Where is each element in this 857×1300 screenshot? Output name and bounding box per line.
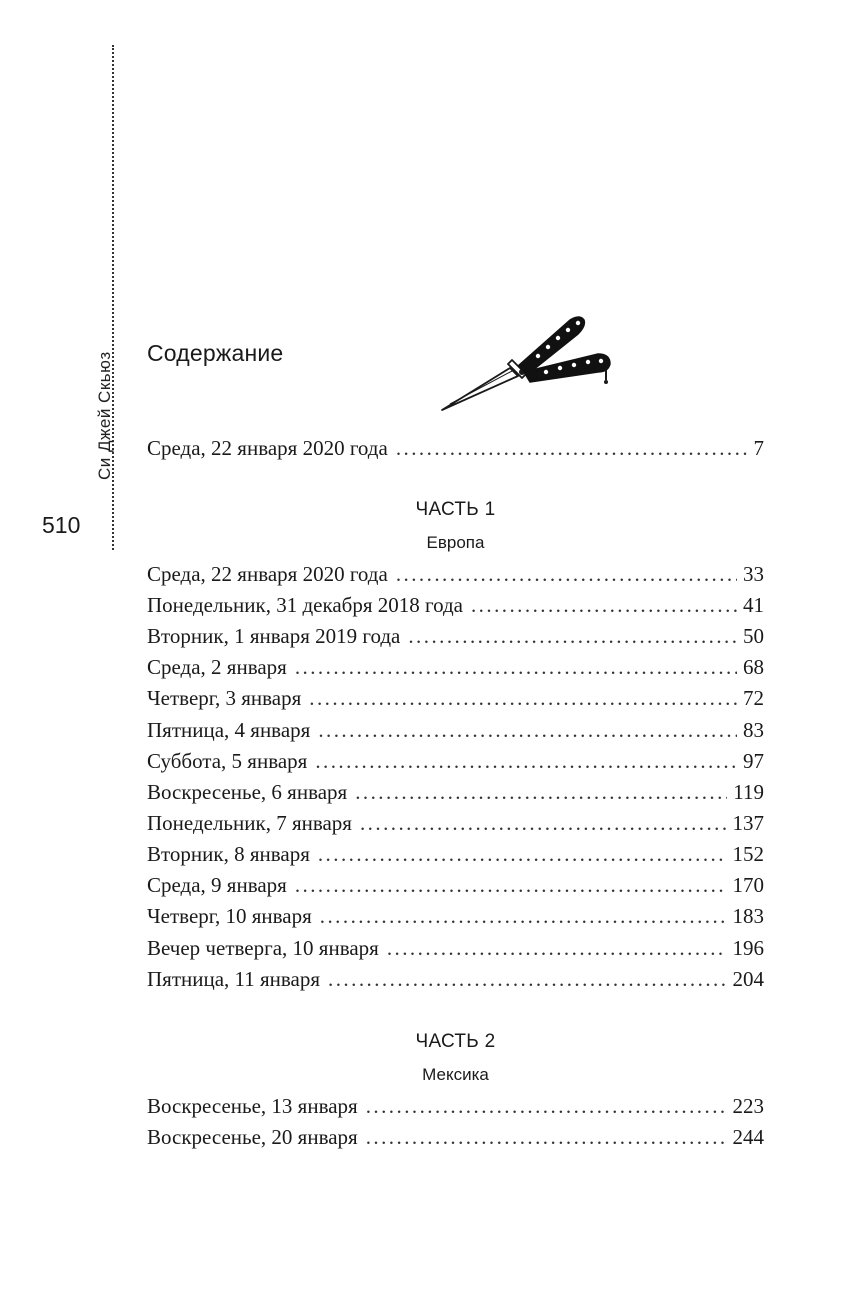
toc-entry-label: Пятница, 11 января (147, 967, 321, 991)
toc-entry-page: 152 (732, 842, 764, 866)
toc-entry-label: Вторник, 8 января (147, 842, 310, 866)
toc-entry-label: Среда, 2 января (147, 655, 287, 679)
dot-leader (315, 746, 737, 776)
toc-entry-page: 183 (732, 904, 764, 928)
toc-entry-page: 170 (732, 873, 764, 897)
toc-entry-page: 244 (732, 1125, 764, 1149)
toc-entry[interactable] (147, 808, 764, 838)
toc-entry[interactable] (147, 1122, 764, 1152)
dot-leader (320, 901, 727, 931)
toc-entry-label: Воскресенье, 6 января (147, 780, 348, 804)
toc-entry-label: Суббота, 5 января (147, 749, 308, 773)
toc-entry-label: Четверг, 3 января (147, 686, 302, 710)
dot-leader (366, 1122, 727, 1152)
dot-leader (408, 621, 737, 651)
dot-leader (318, 715, 737, 745)
toc-entry[interactable] (147, 683, 764, 713)
dot-leader (366, 1091, 727, 1121)
toc-entry-label: Четверг, 10 января (147, 904, 312, 928)
toc-entry-page: 97 (743, 749, 764, 773)
toc-entry[interactable] (147, 559, 764, 589)
toc-entry-page: 72 (743, 686, 764, 710)
toc-entry-page: 41 (743, 593, 764, 617)
toc-entry-page: 119 (733, 780, 764, 804)
dot-leader (295, 652, 737, 682)
toc-entry[interactable] (147, 870, 764, 900)
part-1-number: ЧАСТЬ 1 (415, 499, 496, 520)
toc-entry-label: Вечер четверга, 10 января (147, 936, 379, 960)
toc-entry-page: 50 (743, 624, 764, 648)
dot-leader (318, 839, 727, 869)
toc-entry-label: Среда, 22 января 2020 года (147, 436, 388, 460)
dot-leader (355, 777, 727, 807)
toc-entry-page: 223 (732, 1094, 764, 1118)
dot-leader (396, 559, 737, 589)
dot-leader (471, 590, 737, 620)
toc-entry-label: Воскресенье, 20 января (147, 1125, 358, 1149)
dot-leader (295, 870, 727, 900)
toc-entry-page: 204 (732, 967, 764, 991)
toc-entry-page: 33 (743, 562, 764, 586)
dot-leader (328, 964, 726, 994)
toc-entry-label: Воскресенье, 13 января (147, 1094, 358, 1118)
toc-entry[interactable] (147, 1091, 764, 1121)
toc-entry[interactable] (147, 590, 764, 620)
toc-entry-page: 196 (732, 936, 764, 960)
toc-entry-label: Среда, 22 января 2020 года (147, 562, 388, 586)
running-head-author: Си Джей Скьюз (95, 351, 114, 480)
toc-entry[interactable] (147, 964, 764, 994)
toc-entry[interactable] (147, 652, 764, 682)
part-1-name: Европа (426, 533, 485, 552)
dot-leader (309, 683, 737, 713)
dot-leader (387, 933, 727, 963)
toc-entry-label: Понедельник, 7 января (147, 811, 352, 835)
toc-entry[interactable] (147, 933, 764, 963)
toc-title: Содержание (147, 340, 284, 366)
toc-entry-page: 7 (753, 436, 764, 460)
toc-entry[interactable] (147, 715, 764, 745)
toc-entry-page: 137 (732, 811, 764, 835)
toc-entry-label: Пятница, 4 января (147, 718, 311, 742)
butterfly-knife-icon (438, 306, 618, 416)
page-number: 510 (42, 512, 81, 538)
toc-entry-page: 68 (743, 655, 764, 679)
toc-entry-label: Понедельник, 31 декабря 2018 года (147, 593, 463, 617)
toc-entry-page: 83 (743, 718, 764, 742)
toc-entry[interactable] (147, 746, 764, 776)
toc-entry-prologue[interactable] (147, 433, 764, 463)
toc-entry[interactable] (147, 621, 764, 651)
toc-entry[interactable] (147, 901, 764, 931)
part-2-number: ЧАСТЬ 2 (415, 1031, 496, 1052)
toc-entry[interactable] (147, 777, 764, 807)
part-2-name: Мексика (422, 1065, 489, 1084)
dot-leader (396, 433, 748, 463)
toc-entry-label: Среда, 9 января (147, 873, 287, 897)
toc-entry[interactable] (147, 839, 764, 869)
dot-leader (360, 808, 727, 838)
toc-entry-label: Вторник, 1 января 2019 года (147, 624, 401, 648)
